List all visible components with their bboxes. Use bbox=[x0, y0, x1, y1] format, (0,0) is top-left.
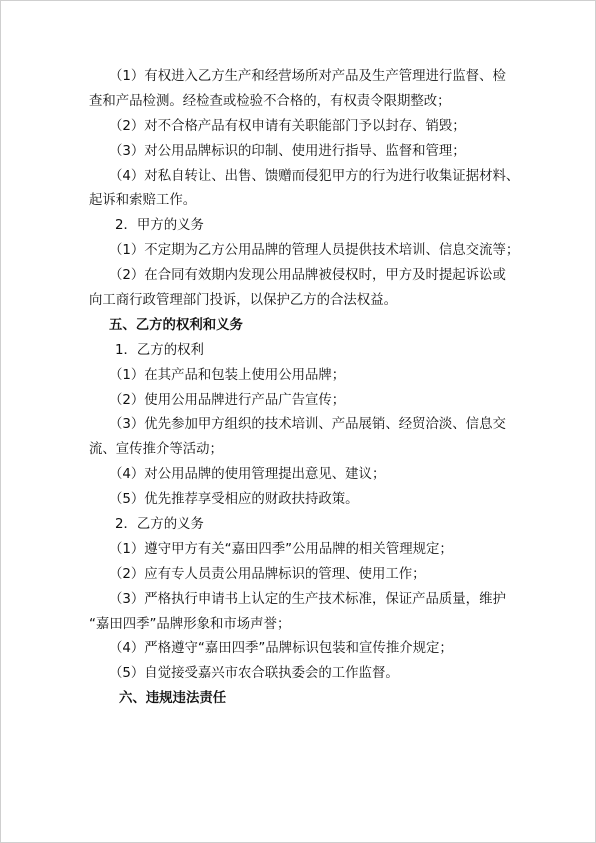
clause-line: （1）在其产品和包装上使用公用品牌； bbox=[109, 367, 346, 383]
document-body bbox=[89, 65, 529, 712]
clause-line: 流、宣传推介等活动； bbox=[89, 442, 223, 458]
section-heading: 五、乙方的权利和义务 bbox=[109, 317, 243, 333]
clause-line: 查和产品检测。经检查或检验不合格的，有权责令限期整改； bbox=[89, 93, 451, 109]
clause-line: 向工商行政管理部门投诉，以保护乙方的合法权益。 bbox=[89, 293, 397, 309]
clause-line: （2）对不合格产品有权申请有关职能部门予以封存、销毁； bbox=[109, 118, 466, 134]
clause-line: （4）对公用品牌的使用管理提出意见、建议； bbox=[109, 467, 386, 483]
clause-line: （3）对公用品牌标识的印制、使用进行指导、监督和管理； bbox=[109, 143, 466, 159]
clause-line: 起诉和索赔工作。 bbox=[89, 193, 197, 209]
clause-line: （4）对私自转让、出售、馈赠而侵犯甲方的行为进行收集证据材料、 bbox=[109, 168, 520, 184]
clause-line: （4）严格遵守“嘉田四季”品牌标识包装和宣传推介规定； bbox=[109, 641, 453, 657]
clause-line: （5）优先推荐享受相应的财政扶持政策。 bbox=[109, 492, 359, 508]
clause-line: （3）优先参加甲方组织的技术培训、产品展销、经贸洽淡、信息交 bbox=[109, 417, 506, 433]
clause-line: （1）有权进入乙方生产和经营场所对产品及生产管理进行监督、检 bbox=[109, 69, 506, 84]
clause-line: （2）使用公用品牌进行产品广告宣传； bbox=[109, 392, 346, 408]
clause-line: （1）不定期为乙方公用品牌的管理人员提供技术培训、信息交流等； bbox=[109, 243, 520, 259]
subsection-heading: 1．乙方的权利 bbox=[115, 342, 204, 358]
subsection-heading: 2．乙方的义务 bbox=[115, 517, 204, 533]
subsection-heading: 2．甲方的义务 bbox=[115, 218, 204, 234]
clause-line: （2）应有专人员责公用品牌标识的管理、使用工作； bbox=[109, 566, 426, 582]
clause-line: “嘉田四季”品牌形象和市场声誉； bbox=[89, 616, 291, 632]
clause-line: （2）在合同有效期内发现公用品牌被侵权时，甲方及时提起诉讼或 bbox=[109, 268, 506, 284]
clause-line: （3）严格执行申请书上认定的生产技术标准，保证产品质量，维护 bbox=[109, 591, 506, 607]
clause-line: （1）遵守甲方有关“嘉田四季”公用品牌的相关管理规定； bbox=[109, 541, 453, 557]
clause-line: （5）自觉接受嘉兴市农合联执委会的工作监督。 bbox=[109, 666, 399, 682]
section-heading: 六、违规违法责任 bbox=[119, 691, 227, 707]
